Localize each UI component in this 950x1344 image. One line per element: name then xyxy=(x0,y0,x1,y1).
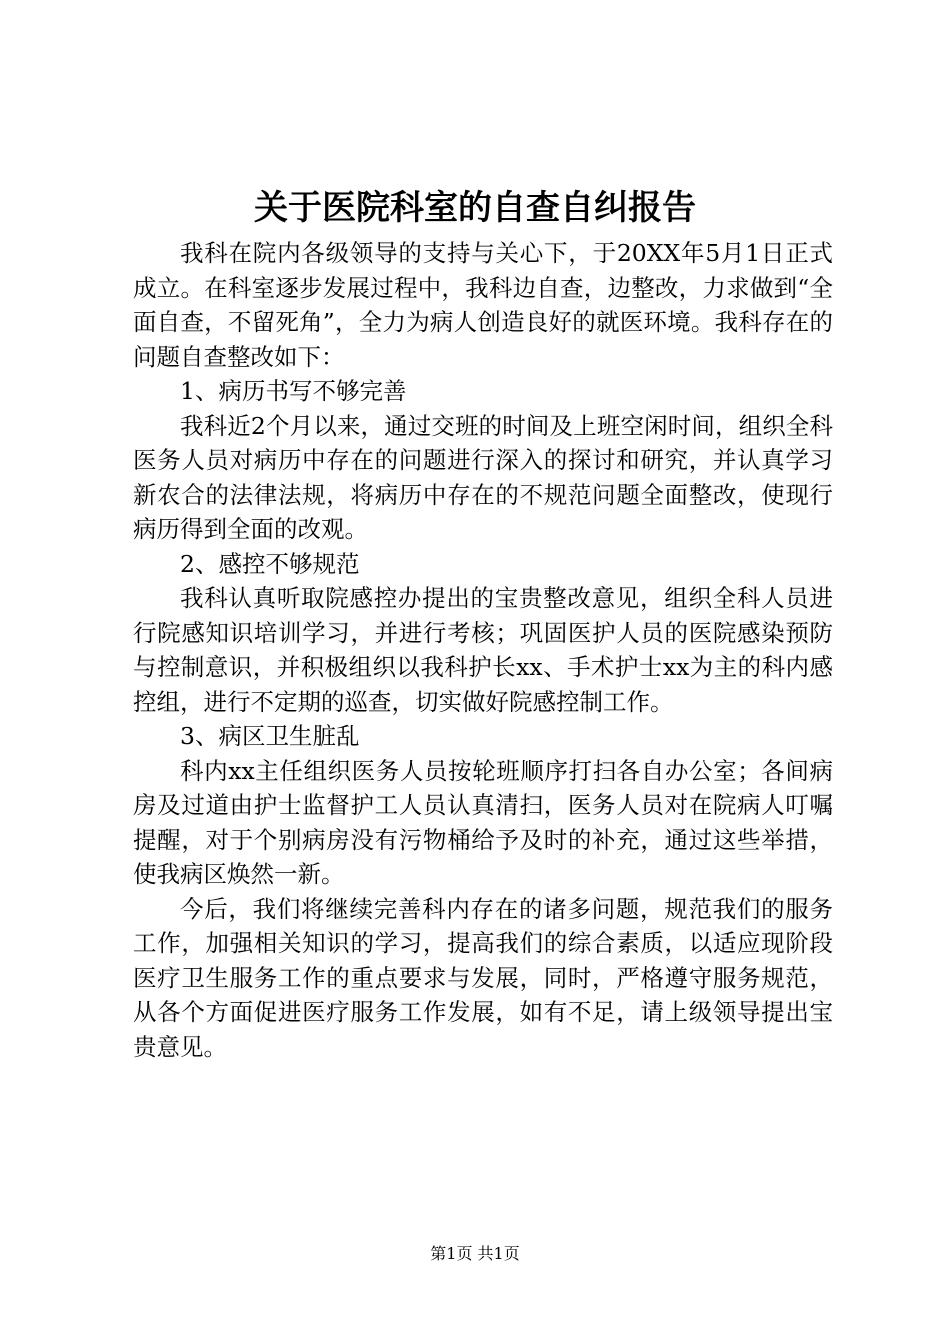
page-footer: 第1页 共1页 xyxy=(430,1244,520,1263)
section-body-3: 科内xx主任组织医务人员按轮班顺序打扫各自办公室；各间病房及过道由护士监督护工人员认真清扫，医务人员对在院病人叮嘱提醒，对于个别病房没有污物桶给予及时的补充，通过这些举措，使我病区焕然一新。 xyxy=(133,756,833,888)
section-body-2: 我科认真听取院感控办提出的宝贵整改意见，组织全科人员进行院感知识培训学习，并进行考核；巩固医护人员的医院感染预防与控制意识，并积极组织以我科护长xx、手术护士xx为主的科内感控组，进行不定期的巡查，切实做好院感控制工作。 xyxy=(133,584,833,716)
document-body xyxy=(133,236,833,1064)
section-heading-1: 1、病历书写不够完善 xyxy=(180,377,407,405)
document-title: 关于医院科室的自查自纠报告 xyxy=(254,188,696,228)
intro-paragraph: 我科在院内各级领导的支持与关心下，于20XX年5月1日正式成立。在科室逐步发展过程中，我科边自查，边整改，力求做到“全面自查，不留死角”，全力为病人创造良好的就医环境。我科存在的问题自查整改如下： xyxy=(133,239,833,371)
section-heading-3: 3、病区卫生脏乱 xyxy=(180,722,360,750)
section-heading-2: 2、感控不够规范 xyxy=(180,549,360,578)
conclusion-paragraph: 今后，我们将继续完善科内存在的诸多问题，规范我们的服务工作，加强相关知识的学习，提高我们的综合素质，以适应现阶段医疗卫生服务工作的重点要求与发展，同时，严格遵守服务规范，从各个方面促进医疗服务工作发展，如有不足，请上级领导提出宝贵意见。 xyxy=(133,894,833,1061)
section-body-1: 我科近2个月以来，通过交班的时间及上班空闲时间，组织全科医务人员对病历中存在的问题进行深入的探讨和研究，并认真学习新农合的法律法规，将病历中存在的不规范问题全面整改，使现行病历得到全面的改观。 xyxy=(133,411,833,543)
